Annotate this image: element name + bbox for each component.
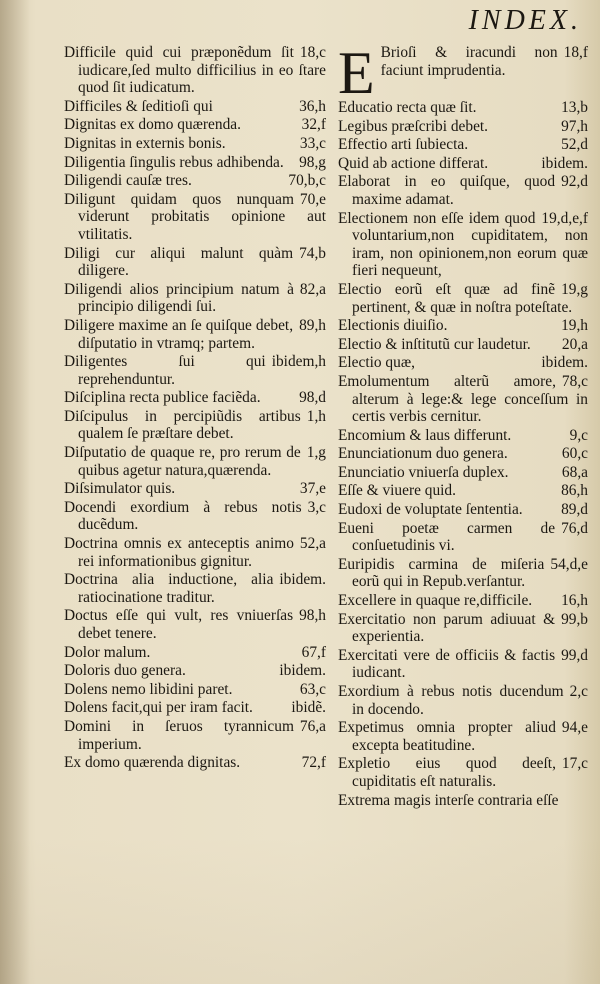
index-entry-reference: 16,h bbox=[561, 592, 588, 610]
index-entry bbox=[64, 754, 326, 772]
index-entry-reference: ibidem. bbox=[279, 662, 326, 680]
index-entry-text: Electio quæ, bbox=[338, 354, 415, 372]
index-entry-text: Enunciationum duo genera. bbox=[338, 445, 508, 463]
index-entry-text: Diligendi alios principium natum à principio diligendi ſui. bbox=[64, 280, 294, 316]
index-entry bbox=[338, 118, 588, 136]
index-entry bbox=[64, 116, 326, 134]
index-entry-reference: 68,a bbox=[561, 463, 588, 481]
index-entry-text: Diligunt quidam quos nunquam viderunt probitatis opinione aut vtilitatis. bbox=[64, 190, 326, 243]
index-entry-text: Dolens nemo libidini paret. bbox=[64, 680, 233, 698]
index-entry bbox=[338, 755, 588, 790]
index-entry-text: Electio eorũ eſt quæ ad finẽ pertinent, & quæ in noſtra poteſtate. bbox=[338, 280, 573, 316]
index-entry bbox=[64, 644, 326, 662]
index-entry-text: Ex domo quærenda dignitas. bbox=[64, 754, 241, 772]
index-entry bbox=[64, 191, 326, 244]
index-entry-reference: 76,a bbox=[299, 717, 326, 735]
index-entry-reference: ibidem. bbox=[279, 571, 326, 589]
index-entry bbox=[338, 683, 588, 718]
index-entry bbox=[338, 647, 588, 682]
index-entry bbox=[64, 44, 326, 97]
index-entry-text: Dolens facit,qui per iram facit. bbox=[64, 699, 253, 717]
index-entry bbox=[64, 245, 326, 280]
index-entry-reference: 70,b,c bbox=[288, 172, 326, 190]
index-entry-reference: 19,g bbox=[561, 280, 588, 298]
index-entry-reference: ibidem. bbox=[541, 354, 588, 372]
index-entry bbox=[338, 792, 588, 810]
index-entry-text: Electio & inſtitutũ cur laudetur. bbox=[338, 335, 531, 353]
index-entry bbox=[64, 571, 326, 606]
index-entry-reference: 19,h bbox=[561, 317, 588, 335]
index-entry bbox=[338, 317, 588, 335]
index-entry-reference: 70,e bbox=[299, 190, 326, 208]
index-entry-text: Diligendi cauſæ tres. bbox=[64, 172, 192, 190]
drop-cap: E bbox=[338, 40, 375, 106]
index-entry-text: Diligentia ſingulis rebus adhibenda. bbox=[64, 153, 284, 171]
index-entry bbox=[64, 607, 326, 642]
index-entry-reference: 86,h bbox=[561, 482, 588, 500]
index-entry bbox=[64, 444, 326, 479]
index-entry bbox=[338, 99, 588, 117]
index-entry-reference: 9,c bbox=[569, 426, 588, 444]
index-entry-text: Electionem non eſſe idem quod voluntarium,non cupiditatem, non iram, non opinionem,non eorum quæ fieri nequeunt, bbox=[338, 209, 588, 280]
index-entry-reference: 36,h bbox=[299, 97, 326, 115]
index-entry-text: Diligere maxime an ſe quiſque debet, diſputatio in vtramq; partem. bbox=[64, 316, 294, 352]
index-entry-reference: 2,c bbox=[569, 683, 588, 700]
index-entry-reference: 3,c bbox=[307, 498, 326, 516]
bottom-margin bbox=[0, 834, 600, 984]
index-entry bbox=[64, 681, 326, 699]
index-entry-text: Exordium à rebus notis ducendum in docendo. bbox=[338, 683, 564, 718]
index-entry-reference: ibidẽ. bbox=[291, 699, 326, 717]
index-entry bbox=[338, 719, 588, 754]
index-entry-reference: 97,h bbox=[561, 117, 588, 135]
index-entry bbox=[338, 427, 588, 445]
index-entry bbox=[338, 464, 588, 482]
index-entry bbox=[64, 662, 326, 680]
index-entry-reference: 82,a bbox=[299, 280, 326, 298]
index-entry bbox=[64, 499, 326, 534]
index-entry bbox=[64, 154, 326, 172]
index-entry-text: Dignitas ex domo quærenda. bbox=[64, 116, 241, 134]
index-entry bbox=[338, 556, 588, 591]
index-entry bbox=[64, 281, 326, 316]
index-entry-reference: 32,f bbox=[301, 116, 326, 134]
index-entry bbox=[338, 373, 588, 426]
index-entry-reference: 60,c bbox=[561, 445, 588, 463]
index-entry-text: Diligi cur aliqui malunt quàm diligere. bbox=[64, 244, 294, 280]
index-entry-reference: 94,e bbox=[561, 719, 588, 737]
index-entry-reference: 37,e bbox=[299, 480, 326, 498]
index-entry-text: Euripidis carmina de miſeria eorũ qui in Repub.verſantur. bbox=[338, 555, 545, 591]
index-entry-text: Quid ab actione differat. bbox=[338, 154, 489, 172]
index-entry-reference: 89,d bbox=[561, 501, 588, 519]
index-entry-reference: 1,g bbox=[306, 444, 326, 462]
index-entry-text: Legibus præſcribi debet. bbox=[338, 117, 489, 135]
index-entry-reference: 19,d,e,f bbox=[541, 209, 588, 227]
index-entry bbox=[64, 535, 326, 570]
index-entry-reference: 17,c bbox=[561, 755, 588, 773]
index-entry-text: Electionis diuiſio. bbox=[338, 317, 448, 335]
index-entry-text: Diſcipulus in percipiũdis artibus qualem ſe præſtare debet. bbox=[64, 407, 301, 443]
index-entry-reference: 98,h bbox=[299, 607, 326, 625]
index-entry-text: Difficiles & ſeditioſi qui bbox=[64, 97, 213, 115]
index-entry-reference: 13,b bbox=[561, 99, 588, 116]
index-entry-reference: 20,a bbox=[561, 335, 588, 353]
index-entry-reference: 52,a bbox=[299, 535, 326, 553]
index-entry bbox=[338, 136, 588, 154]
index-entry-reference: 63,c bbox=[299, 680, 326, 698]
index-entry bbox=[338, 281, 588, 316]
index-entry bbox=[64, 353, 326, 388]
index-entry bbox=[338, 445, 588, 463]
index-entry bbox=[64, 172, 326, 190]
index-entry bbox=[338, 336, 588, 354]
index-entry-text: Excellere in quaque re,difficile. bbox=[338, 592, 533, 610]
index-entry bbox=[338, 611, 588, 646]
index-entry bbox=[338, 40, 588, 106]
index-entry-text: Difficile quid cui præponẽdum ſit iudicare,ſed multo difficilius in eo ſtare quod ſit iudicatum. bbox=[64, 44, 326, 97]
index-entry-reference: 92,d bbox=[561, 173, 588, 191]
index-entry-text: Effectio arti ſubiecta. bbox=[338, 136, 469, 154]
index-entry-text: Dolor malum. bbox=[64, 643, 151, 661]
index-entry-text: Doctus eſſe qui vult, res vniuerſas debet tenere. bbox=[64, 607, 294, 642]
index-entry-reference: 18,c bbox=[299, 44, 326, 61]
index-entry bbox=[338, 520, 588, 555]
index-entry-text: Diligentes ſui qui reprehenduntur. bbox=[64, 353, 266, 388]
index-entry-text: Dignitas in externis bonis. bbox=[64, 134, 226, 152]
index-entry-reference: 99,d bbox=[561, 646, 588, 664]
index-entry-text: Doctrina alia inductione, alia ratiocinatione traditur. bbox=[64, 571, 274, 606]
index-entry bbox=[338, 592, 588, 610]
index-entry-text: Doctrina omnis ex anteceptis animo rei informationibus gignitur. bbox=[64, 535, 294, 570]
index-entry bbox=[64, 408, 326, 443]
index-entry-text: Elaborat in eo quiſque, quod maxime adamat. bbox=[338, 173, 556, 208]
index-entry-reference: 72,f bbox=[301, 754, 326, 772]
index-entry bbox=[338, 210, 588, 280]
index-entry bbox=[64, 317, 326, 352]
index-entry bbox=[64, 718, 326, 753]
index-entry-reference: 18,f bbox=[563, 44, 588, 61]
index-entry-reference: 76,d bbox=[561, 519, 588, 537]
index-entry-reference: 67,f bbox=[301, 643, 326, 661]
index-entry bbox=[338, 155, 588, 173]
index-entry-reference: 74,b bbox=[299, 244, 326, 262]
index-entry-text: Educatio recta quæ ſit. bbox=[338, 99, 477, 116]
index-entry-text: Domini in ſeruos tyrannicum imperium. bbox=[64, 717, 294, 753]
index-entry-text: Encomium & laus differunt. bbox=[338, 426, 512, 444]
index-column-left bbox=[64, 44, 326, 773]
index-entry-reference: ibidem. bbox=[541, 154, 588, 172]
index-entry-reference: 89,h bbox=[299, 316, 326, 334]
index-entry-reference: 1,h bbox=[306, 407, 326, 425]
index-entry-reference: 78,c bbox=[561, 372, 588, 390]
index-entry bbox=[64, 98, 326, 116]
index-entry-text: Diſsimulator quis. bbox=[64, 480, 176, 498]
index-entry-reference: 99,b bbox=[561, 610, 588, 628]
index-entry bbox=[338, 354, 588, 372]
index-entry-text: Exercitatio non parum adiuuat & experientia. bbox=[338, 610, 556, 646]
index-entry-reference: 98,d bbox=[299, 389, 326, 407]
index-entry-reference: ibidem,h bbox=[271, 353, 326, 371]
index-entry-text: Eſſe & viuere quid. bbox=[338, 482, 456, 500]
index-entry bbox=[64, 389, 326, 407]
index-entry-text: Exercitati vere de officiis & factis iudicant. bbox=[338, 646, 556, 682]
index-entry bbox=[64, 699, 326, 717]
index-entry-text: Eudoxi de voluptate ſententia. bbox=[338, 501, 523, 519]
index-entry-reference: 52,d bbox=[561, 136, 588, 154]
index-entry-text: Emolumentum alterũ amore, alterum à lege:& lege conceſſum in certis verbis cernitur. bbox=[338, 372, 588, 426]
index-entry-text: Expetimus omnia propter aliud excepta beatitudine. bbox=[338, 719, 556, 754]
index-entry-text: Expletio eius quod deeſt, cupiditatis eſt naturalis. bbox=[338, 755, 556, 790]
index-entry-text: Diſciplina recta publice faciẽda. bbox=[64, 389, 261, 407]
index-entry-text: Docendi exordium à rebus notis ducẽdum. bbox=[64, 498, 302, 534]
index-entry-text: Doloris duo genera. bbox=[64, 662, 186, 680]
index-entry bbox=[64, 480, 326, 498]
index-entry-reference: 54,d,e bbox=[550, 555, 588, 573]
index-entry bbox=[338, 482, 588, 500]
index-entry bbox=[338, 501, 588, 519]
index-entry-text: Diſputatio de quaque re, pro rerum de quibus agetur natura,quærenda. bbox=[64, 444, 301, 479]
index-entry-text: Extrema magis interſe contraria eſſe bbox=[338, 791, 559, 809]
index-entry-text: Brioſi & iracundi non faciunt imprudentia. bbox=[380, 44, 558, 79]
running-head: INDEX. bbox=[468, 5, 582, 36]
index-entry bbox=[338, 173, 588, 208]
index-column-right bbox=[338, 40, 588, 810]
index-entry-reference: 98,g bbox=[299, 153, 326, 171]
index-entry-reference: 33,c bbox=[299, 134, 326, 152]
index-entry bbox=[64, 135, 326, 153]
index-entry-text: Enunciatio vniuerſa duplex. bbox=[338, 463, 509, 481]
index-entry-text: Eueni poetæ carmen de conſuetudinis vi. bbox=[338, 519, 556, 555]
